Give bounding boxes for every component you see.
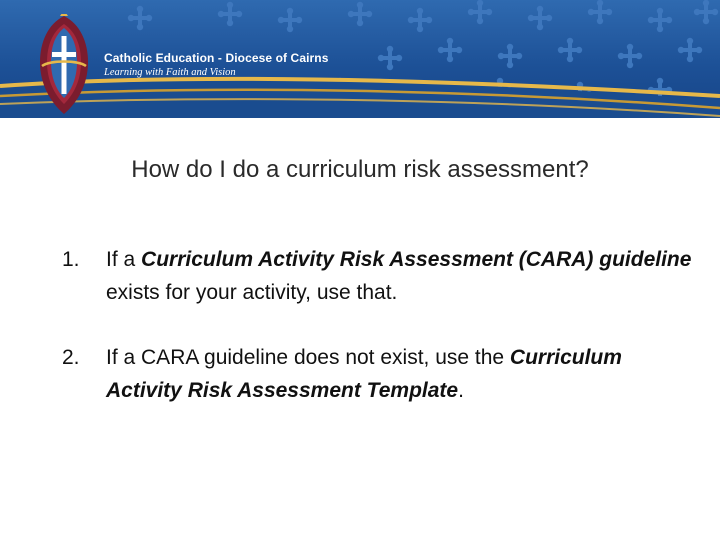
org-name: Catholic Education - Diocese of Cairns (104, 51, 329, 65)
list-item (62, 243, 692, 309)
item-text (106, 243, 692, 309)
item-emphasis: Curriculum Activity Risk Assessment (CARA) guideline (141, 248, 692, 271)
item-emphasis: Curriculum Activity Risk Assessment Template (106, 346, 622, 402)
header-banner (0, 0, 720, 118)
org-tagline: Learning with Faith and Vision (104, 67, 236, 78)
list-item (62, 341, 692, 407)
item-text-before: If a CARA guideline does not exist, use the (106, 346, 510, 369)
diocese-crest-icon (34, 14, 94, 116)
item-number: 1. (62, 248, 80, 271)
item-text-before: If a (106, 248, 142, 271)
item-text-after: exists for your activity, use that. (106, 281, 398, 304)
item-number: 2. (62, 346, 80, 369)
item-text-after: . (458, 379, 464, 402)
slide-title: How do I do a curriculum risk assessment? (131, 156, 589, 183)
item-text (106, 341, 692, 407)
